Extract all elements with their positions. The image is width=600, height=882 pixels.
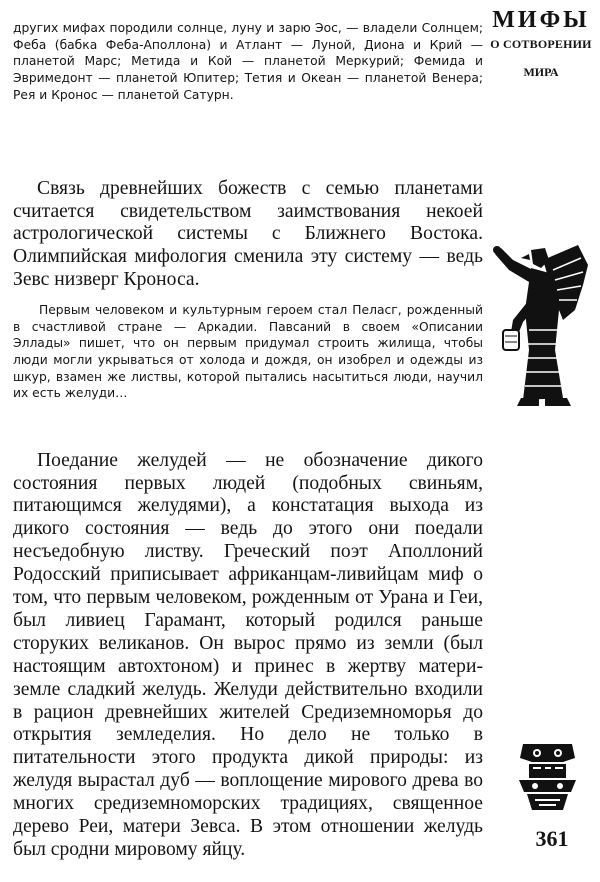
- paragraph-text: Поедание желудей — не обозначение дикого состояния первых людей (подобных свиньям, питающимся желудями), а констатация выхода из дикого состояния — ведь до этого они поедали несъедобную листву. Греческий поэт Аполлоний Родосский приписывает африканцам-ливийцам миф о том, что первым человеком, рожденным от Урана и Геи, был ливиец Гарамант, который родился раньше сторуких великанов. Он вырос прямо из земли (был настоящим автохтоном) и принес в жертву матери-земле сладкий желудь. Желуди действительно входили в рацион древнейших жителей Средиземноморья до открытия земледелия. Но дело не только в питательности этого продукта дикой природы: из желудя вырастал дуб — воплощение мирового древа во многих средиземноморских традициях, священное дерево Реи, матери Зевса. В этом отношении желудь был сродни мировому яйцу.: [13, 449, 483, 860]
- section-subtitle-line2: МИРА: [523, 65, 559, 79]
- paragraph-text: Первым человеком и культурным героем стал Пеласг, рожденный в счастливой стране — Аркадии. Павсаний в своем «Описании Эллады» пишет, что он первым придумал строить жилища, чтобы люди могли укрываться от холода и дождя, он изобрел и одежды из шкур, взамен же листвы, которой пытались насытиться люди, научил их есть желуди…: [13, 303, 483, 401]
- paragraph-planets-continued: [13, 8, 483, 116]
- paragraph-text: других мифах породили солнце, луну и зарю Эос, — владели Солнцем; Феба (бабка Феба-Аполлона) и Атлант — Луной, Диона и Крий — планетой Марс; Метида и Кой — планетой Меркурий; Фемида и Эвримедонт — планетой Юпитер; Тетия и Океан — планетой Венера; Рея и Кронос — планетой Сатурн.: [13, 21, 483, 102]
- totem-mask-illustration-icon: [515, 740, 580, 812]
- paragraph-astrology: [13, 158, 483, 312]
- page-number: 361: [535, 826, 569, 851]
- paragraph-pelasgus-quote: [13, 290, 483, 414]
- section-title: МИФЫ: [492, 7, 590, 33]
- paragraph-acorns: [13, 430, 483, 882]
- paragraph-text: Связь древнейших божеств с семью планетами считается свидетельством заимствования некоей астрологической системы с Ближнего Востока. Олимпийская мифология сменила эту систему — ведь Зевс низверг Кроноса.: [13, 177, 483, 291]
- section-subtitle-line1: О СОТВОРЕНИИ: [490, 37, 592, 51]
- winged-deity-illustration-icon: [483, 240, 598, 410]
